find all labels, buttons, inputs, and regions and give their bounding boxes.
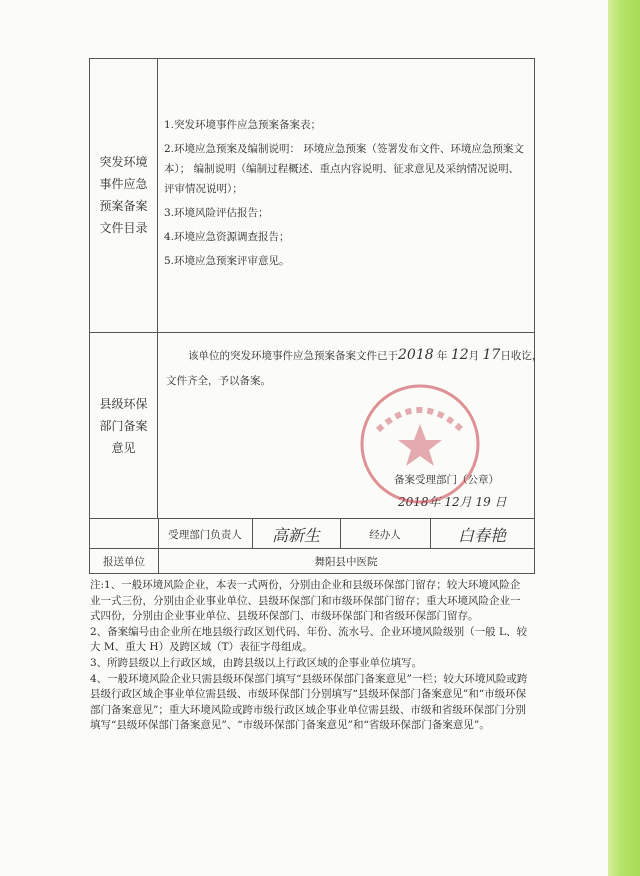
note-4: 4、一般环境风险企业只需县级环保部门填写“县级环保部门备案意见”一栏；较大环境风险或跨县级行政区域企事业单位需县级、市级环保部门分别填写“县级环保部门备案意见”和“市级环保部门备案意见”；重大环境风险或跨市级行政区域企事业单位需县级、市级和省级环保部门分别填写“县级环保部门备案意见”、“市级环保部门备案意见”和“省级环保部门备案意见”。 bbox=[90, 672, 528, 732]
opinion-label: 县级环保部门备案意见 bbox=[90, 333, 158, 519]
list-item: 5.环境应急预案评审意见。 bbox=[164, 255, 290, 267]
file-list-body bbox=[158, 58, 534, 332]
hand-month: 12 bbox=[450, 347, 469, 363]
note-3: 3、所跨县级以上行政区域，由跨县级以上行政区域的企事业单位填写。 bbox=[90, 656, 423, 669]
hand-year: 2018 bbox=[398, 347, 434, 363]
file-list-row bbox=[90, 58, 534, 332]
signature-row bbox=[90, 518, 534, 549]
notes-block bbox=[90, 578, 530, 734]
report-row bbox=[90, 548, 534, 573]
list-item: 3.环境风险评估报告； bbox=[164, 207, 269, 219]
receipt-date: 2018年 12月 19 日 bbox=[398, 495, 507, 509]
opinion-line1 bbox=[188, 347, 542, 363]
opinion-suffix: 日收讫， bbox=[500, 350, 543, 362]
note-1: 注:1、一般环境风险企业，本表一式两份，分别由企业和县级环保部门留存；较大环境风险企业一式三份，分别由企业事业单位、县级环保部门和市级环保部门留存；重大环境风险企业一式四份，分别由企业事业单位、县级环保部门、市级环保部门和省级环保部门留存。 bbox=[90, 579, 521, 623]
list-item: 1.突发环境事件应急预案备案表； bbox=[164, 119, 322, 131]
year-word: 年 bbox=[436, 350, 448, 362]
list-item: 4.环境应急资源调查报告； bbox=[164, 231, 290, 243]
leader-signature: 高新生 bbox=[252, 519, 341, 549]
report-label: 报送单位 bbox=[90, 549, 159, 573]
official-stamp-icon bbox=[356, 380, 484, 508]
opinion-prefix: 该单位的突发环境事件应急预案备案文件已于 bbox=[188, 350, 398, 362]
list-item: 2.环境应急预案及编制说明： 环境应急预案（签署发布文件、环境应急预案文本）； 编制说明（编制过程概述、重点内容说明、征求意见及采纳情况说明、评审情况说明）； bbox=[164, 143, 524, 195]
note-2: 2、备案编号由企业所在地县级行政区划代码、年份、流水号、企业环境风险级别（一般 L、较大 M、重大 H）及跨区域（T）表征字母组成。 bbox=[90, 625, 527, 654]
hand-day: 17 bbox=[482, 347, 501, 363]
scan-edge bbox=[608, 0, 640, 876]
file-list-label: 突发环境事件应急预案备案文件目录 bbox=[90, 58, 158, 332]
signature-blank bbox=[90, 519, 159, 549]
report-value: 舞阳县中医院 bbox=[314, 555, 378, 568]
handler-label: 经办人 bbox=[340, 519, 431, 549]
handler-signature: 白春艳 bbox=[457, 525, 506, 545]
seal-caption: 备案受理部门（公章） bbox=[394, 474, 499, 486]
leader-label: 受理部门负责人 bbox=[158, 519, 253, 549]
file-list bbox=[164, 115, 526, 275]
opinion-line2: 文件齐全，予以备案。 bbox=[166, 375, 271, 387]
month-word: 月 bbox=[468, 350, 480, 362]
